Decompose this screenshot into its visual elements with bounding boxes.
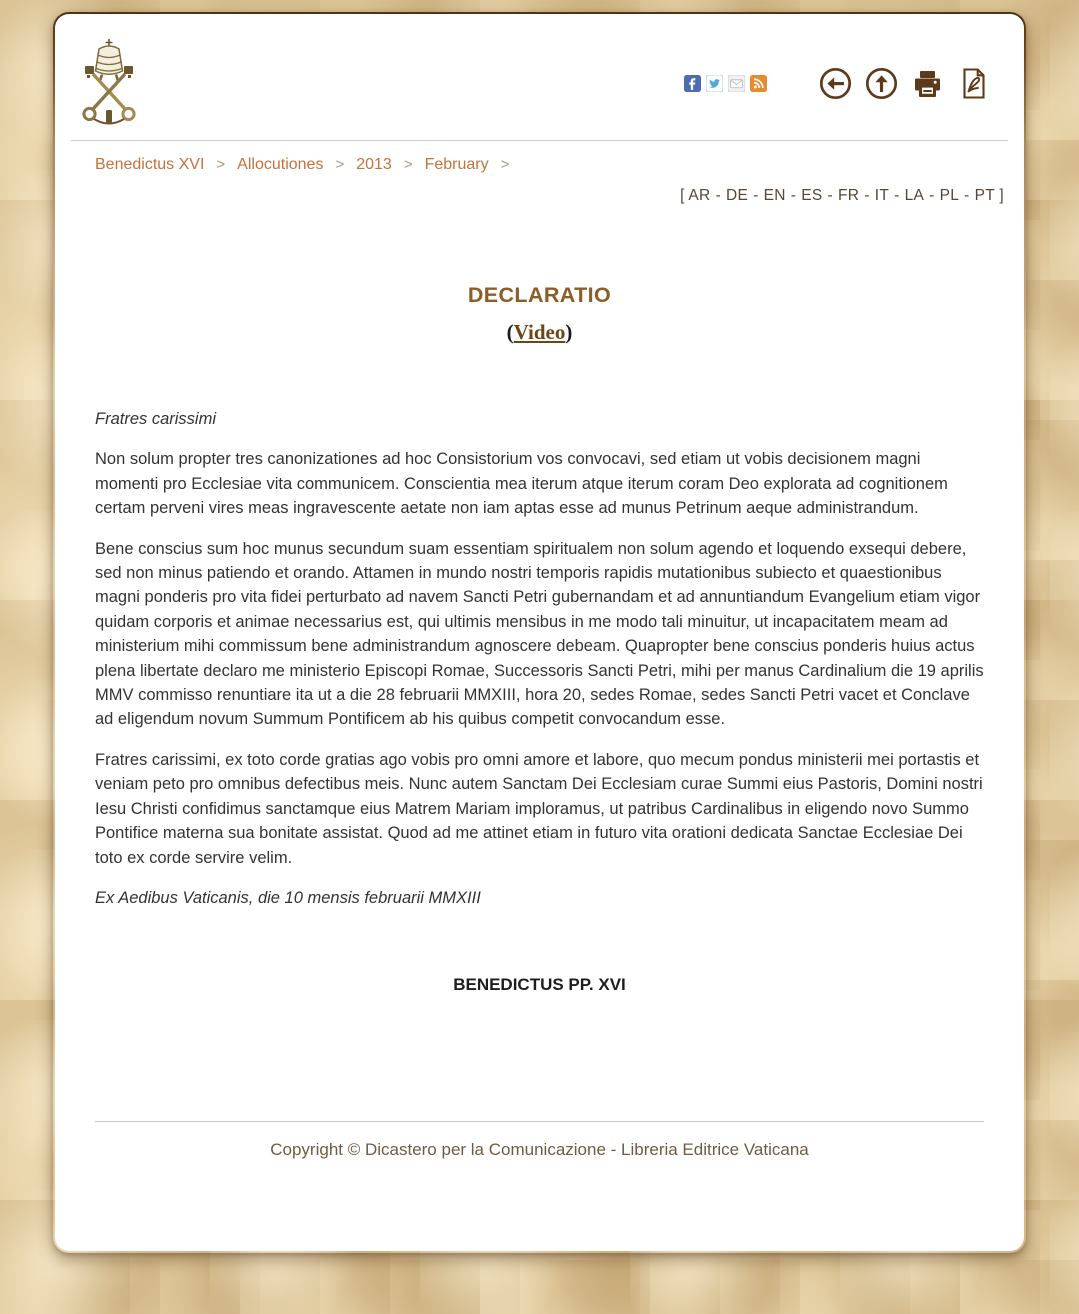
back-icon bbox=[819, 87, 852, 104]
footer-divider bbox=[95, 1121, 984, 1122]
breadcrumb-separator-icon: > bbox=[216, 156, 226, 173]
language-link-de[interactable]: DE bbox=[726, 187, 749, 204]
article-body bbox=[95, 407, 984, 997]
page-background bbox=[0, 12, 1079, 1253]
content-panel-border bbox=[53, 12, 1026, 1253]
video-paren-close: ) bbox=[565, 320, 573, 344]
twitter-share-button[interactable] bbox=[706, 75, 723, 92]
language-separator: - bbox=[715, 187, 722, 204]
language-link-es[interactable]: ES bbox=[801, 187, 823, 204]
language-separator: - bbox=[929, 187, 935, 204]
breadcrumb-separator-icon: > bbox=[335, 156, 345, 173]
video-link[interactable]: Video bbox=[513, 320, 566, 344]
breadcrumb-link[interactable]: 2013 bbox=[356, 156, 392, 173]
rss-button[interactable] bbox=[750, 75, 767, 92]
language-separator: - bbox=[864, 187, 870, 204]
breadcrumb-link[interactable]: February bbox=[424, 156, 489, 173]
language-link-pt[interactable]: PT bbox=[974, 187, 995, 204]
language-separator: - bbox=[790, 187, 797, 204]
breadcrumb-separator-icon: > bbox=[403, 156, 413, 173]
rss-icon bbox=[750, 79, 767, 96]
article-paragraph: Non solum propter tres canonizationes ad hoc Consistorium vos convocavi, sed etiam ut vobis decisionem magni momenti pro Ecclesiae vita communicem. Conscientia mea iterum atque iterum coram Deo explorata ad cognitionem certam perveni vires meas ingravescente aetate non iam aptas esse ad munus Petrinum aeque administrandum. bbox=[95, 450, 948, 518]
signature-text: BENEDICTUS PP. XVI bbox=[453, 975, 626, 995]
page-header bbox=[71, 14, 1008, 141]
language-link-pl[interactable]: PL bbox=[939, 187, 960, 204]
video-paren-open: ( bbox=[506, 320, 514, 344]
email-icon bbox=[728, 79, 745, 96]
print-button[interactable] bbox=[911, 67, 944, 100]
language-link-la[interactable]: LA bbox=[904, 187, 925, 204]
back-to-top-icon bbox=[865, 87, 898, 104]
article-paragraph: Fratres carissimi, ex toto corde gratias ago vobis pro omni amore et labore, quo mecum pondus ministerii mei portastis et veniam peto pro omnibus defectibus meis. Nunc autem Sanctam Dei Ecclesiam curae Summi eius Pastoris, Domini nostri Iesu Christi confidimus sanctamque eius Matrem Mariam imploramus, ut patribus Cardinalibus in eligendo novo Summo Pontifice materna sua bonitate assistat. Quod ad me attinet etiam in futuro vita orationi dedicata Sanctae Ecclesiae Dei toto ex corde servire velim. bbox=[95, 750, 983, 867]
page-toolbar bbox=[819, 67, 990, 100]
breadcrumb-separator-icon: > bbox=[500, 156, 510, 173]
page-footer bbox=[95, 1121, 984, 1160]
language-link-en[interactable]: EN bbox=[763, 187, 786, 204]
facebook-icon bbox=[684, 79, 701, 96]
page-title: DECLARATIO bbox=[467, 283, 612, 307]
language-separator: - bbox=[753, 187, 759, 204]
breadcrumb-link[interactable]: Benedictus XVI bbox=[95, 156, 205, 173]
language-separator: - bbox=[894, 187, 900, 204]
back-button[interactable] bbox=[819, 67, 852, 100]
content-panel bbox=[55, 14, 1024, 1251]
language-link-fr[interactable]: FR bbox=[838, 187, 860, 204]
language-bracket-open: [ bbox=[680, 187, 689, 204]
language-link-it[interactable]: IT bbox=[874, 187, 890, 204]
article-paragraph: Ex Aedibus Vaticanis, die 10 mensis februarii MMXIII bbox=[95, 888, 481, 907]
breadcrumb-link[interactable]: Allocutiones bbox=[237, 156, 324, 173]
back-to-top-button[interactable] bbox=[865, 67, 898, 100]
video-line bbox=[95, 320, 984, 345]
language-separator: - bbox=[827, 187, 833, 204]
breadcrumb bbox=[95, 156, 984, 174]
article-paragraph: Fratres carissimi bbox=[95, 410, 217, 428]
twitter-icon bbox=[706, 79, 723, 96]
share-toolbar bbox=[684, 75, 767, 92]
vatican-coat-of-arms-icon bbox=[73, 115, 145, 132]
article-paragraph: Bene conscius sum hoc munus secundum suam essentiam spiritualem non solum agendo et loquendo exsequi debere, sed non minus patiendo et orando. Attamen in mundo nostri temporis rapidis mutationibus subiecto et quaestionibus magni ponderis pro vita fidei perturbato ad navem Sancti Petri gubernandam et ad annuntiandum Evangelium etiam vigor quidam corporis et animae necessarius est, qui ultimis mensibus in me modo tali minuitur, ut incapacitatem meam ad ministerium mihi commissum bene administrandum agnoscere debeam. Quapropter bene conscius ponderis huius actus plena libertate declaro me ministerio Episcopi Romae, Successoris Sancti Petri, mihi per manus Cardinalium die 19 aprilis MMV commisso renuntiare ita ut a die 28 februarii MMXIII, hora 20, sedes Romae, sedes Sancti Petri vacet et Conclave ad eligendum novum Summum Pontificem ab his quibus competit convocandum esse. bbox=[95, 539, 984, 729]
language-separator: - bbox=[964, 187, 970, 204]
language-link-ar[interactable]: AR bbox=[688, 187, 711, 204]
pdf-button[interactable] bbox=[957, 67, 990, 100]
language-bar bbox=[95, 187, 1004, 205]
print-icon bbox=[911, 87, 944, 104]
facebook-share-button[interactable] bbox=[684, 75, 701, 92]
vatican-logo[interactable] bbox=[73, 38, 145, 128]
email-share-button[interactable] bbox=[728, 75, 745, 92]
pdf-icon bbox=[957, 87, 990, 104]
copyright-text: Copyright © Dicastero per la Comunicazione - Libreria Editrice Vaticana bbox=[270, 1140, 809, 1160]
language-bracket-close: ] bbox=[994, 187, 1004, 204]
